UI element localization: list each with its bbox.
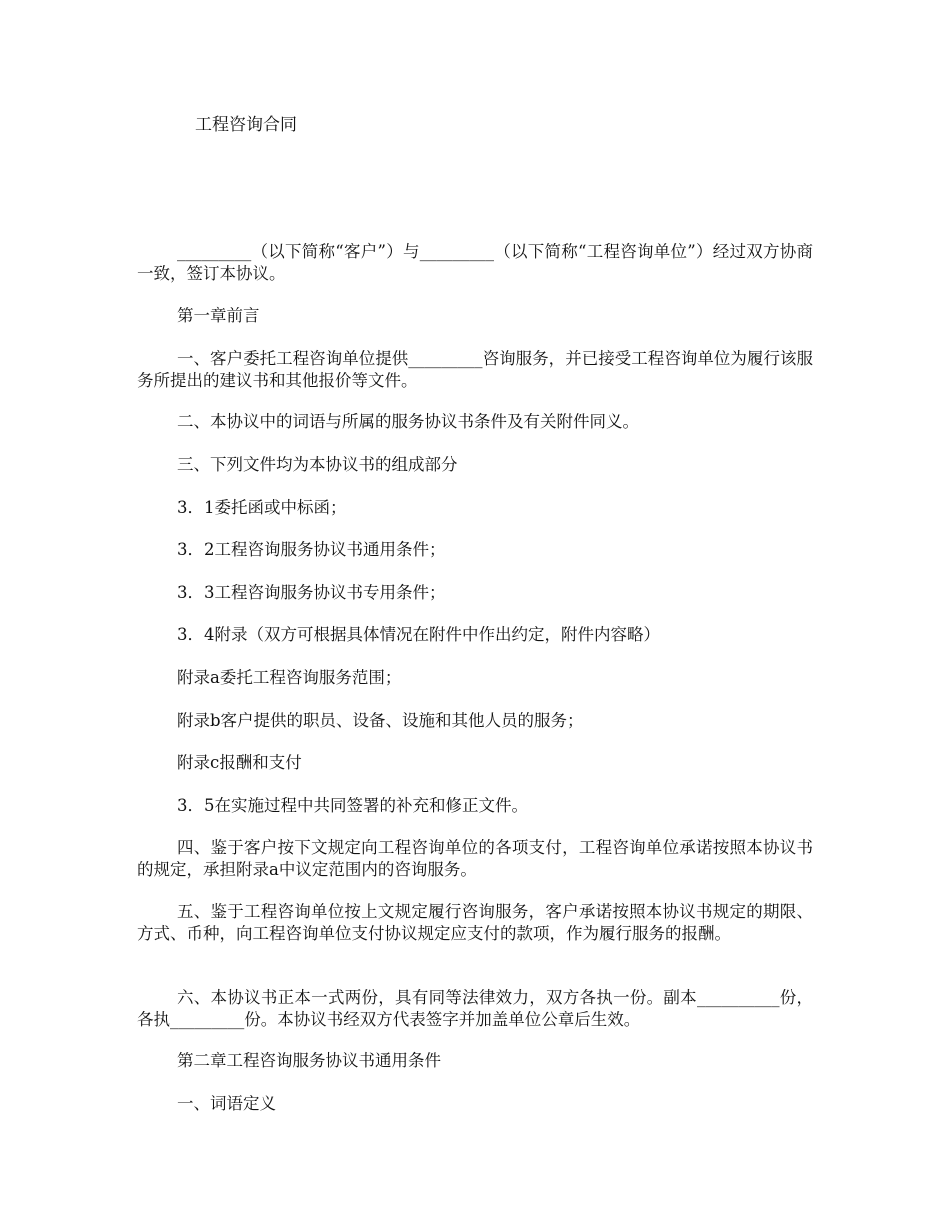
paragraph-clause-5: 五、鉴于工程咨询单位按上文规定履行咨询服务，客户承诺按照本协议书规定的期限、方式、币种，向工程咨询单位支付协议规定应支付的款项，作为履行服务的报酬。 [137, 902, 813, 943]
paragraph-clause-2: 二、本协议中的词语与所属的服务协议书条件及有关附件同义。 [177, 412, 639, 431]
appendix-b: 附录b客户提供的职员、设备、设施和其他人员的服务； [177, 711, 584, 730]
paragraph-clause-1: 一、客户委托工程咨询单位提供_________咨询服务，并已接受工程咨询单位为履行该服务所提出的建议书和其他报价等文件。 [137, 349, 813, 390]
list-item-3-4: 3．4附录（双方可根据具体情况在附件中作出约定，附件内容略） [177, 625, 660, 644]
list-item-3-5: 3．5在实施过程中共同签署的补充和修正文件。 [177, 796, 528, 815]
appendix-a: 附录a委托工程咨询服务范围； [177, 668, 402, 687]
chapter-heading-general-conditions: 第二章工程咨询服务协议书通用条件 [177, 1051, 441, 1070]
list-item-3-2: 3．2工程咨询服务协议书通用条件； [177, 540, 446, 559]
paragraph-clause-4: 四、鉴于客户按下文规定向工程咨询单位的各项支付，工程咨询单位承诺按照本协议书的规定，承担附录a中议定范围内的咨询服务。 [137, 838, 813, 879]
list-item-3-3: 3．3工程咨询服务协议书专用条件； [177, 583, 446, 602]
list-item-3-1: 3．1委托函或中标函； [177, 498, 347, 517]
section-heading-definitions: 一、词语定义 [177, 1094, 276, 1113]
paragraph-clause-6: 六、本协议书正本一式两份，具有同等法律效力，双方各执一份。副本__________份，各执_________份。本协议书经双方代表签字并加盖单位公章后生效。 [137, 988, 813, 1029]
paragraph-clause-3: 三、下列文件均为本协议书的组成部分 [177, 455, 458, 474]
appendix-c: 附录c报酬和支付 [177, 753, 302, 772]
document-title: 工程咨询合同 [195, 115, 297, 135]
paragraph-parties: _________（以下简称“客户”）与_________（以下简称“工程咨询单位”）经过双方协商一致，签订本协议。 [137, 242, 813, 283]
chapter-heading-preface: 第一章前言 [177, 306, 260, 325]
